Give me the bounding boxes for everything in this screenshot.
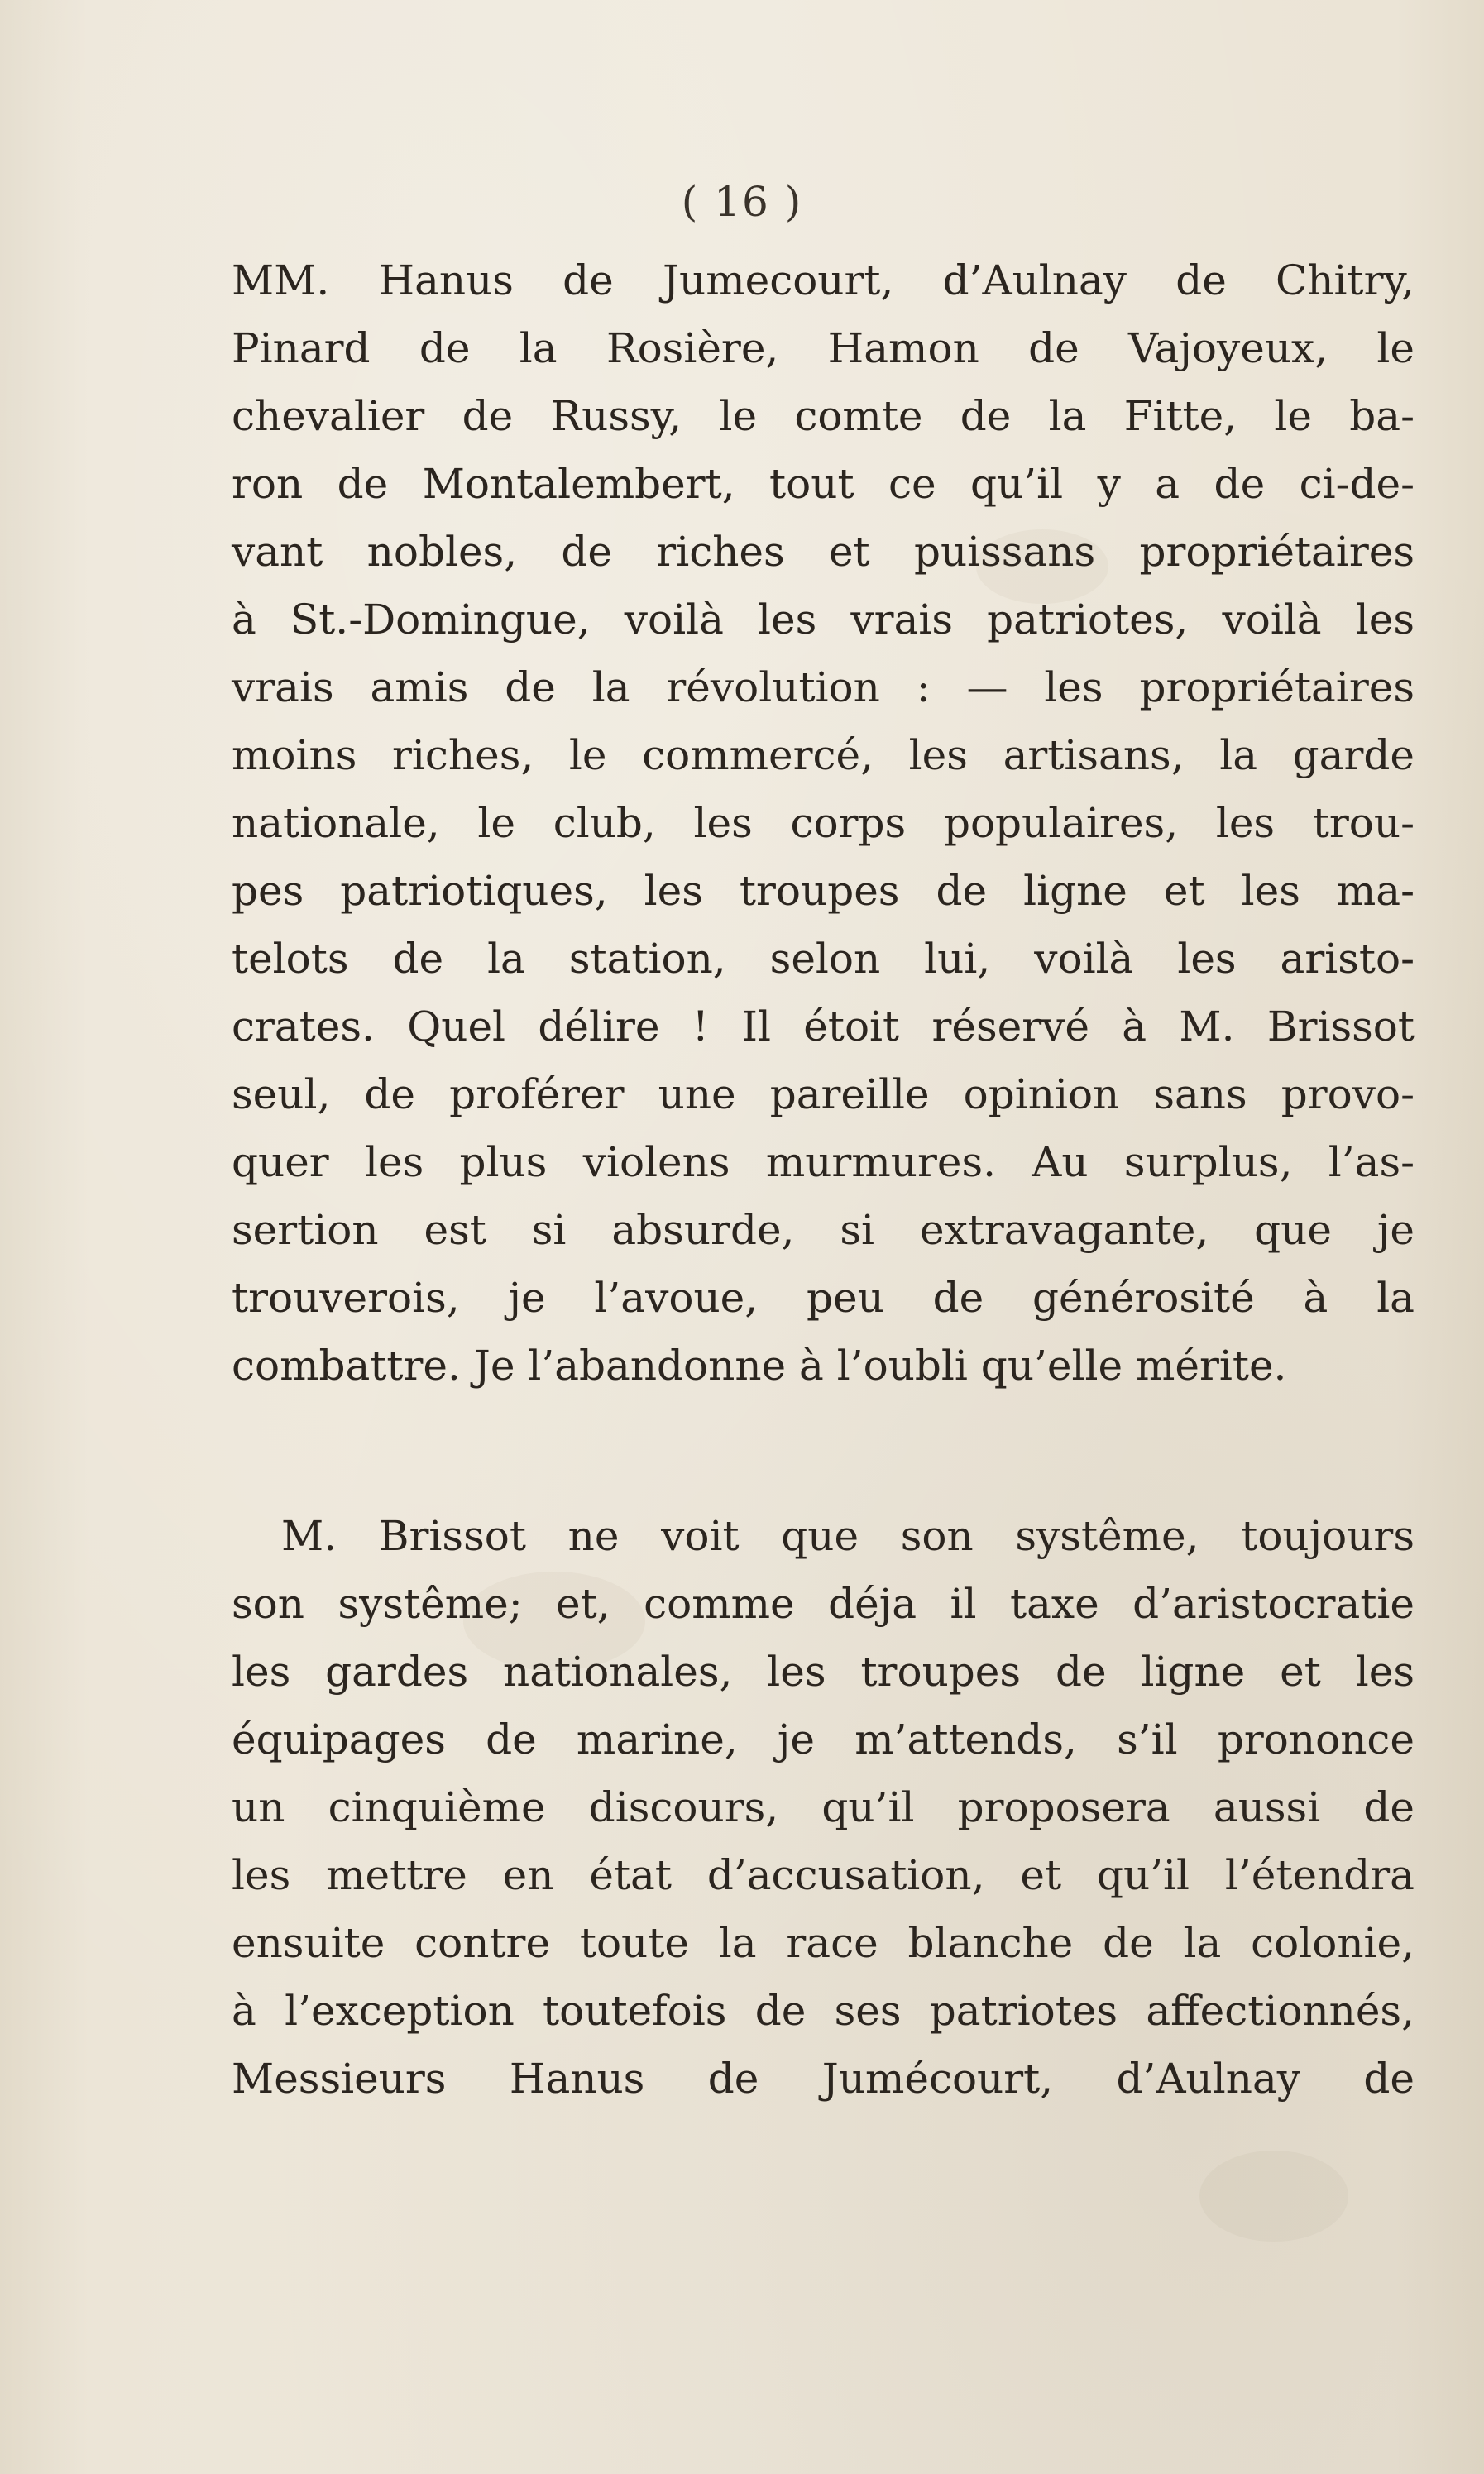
text-line: vant nobles, de riches et puissans propriétaires <box>232 528 1415 576</box>
paragraph-2 <box>232 1502 1415 2113</box>
text-line: MM. Hanus de Jumecourt, d’Aulnay de Chitry, <box>232 256 1415 304</box>
text-line: Messieurs Hanus de Jumécourt, d’Aulnay de <box>232 2055 1415 2103</box>
text-line: les mettre en état d’accusation, et qu’il l’étendra <box>232 1851 1415 1899</box>
text-line: à St.-Domingue, voilà les vrais patriotes, voilà les <box>232 596 1415 644</box>
text-line: son systême; et, comme déja il taxe d’aristocratie <box>232 1580 1415 1628</box>
paper-stain <box>1199 2151 1348 2242</box>
body-text <box>232 246 1415 2113</box>
text-line: les gardes nationales, les troupes de ligne et les <box>232 1648 1415 1696</box>
text-line: moins riches, le commercé, les artisans, la garde <box>232 731 1415 779</box>
text-line: seul, de proférer une pareille opinion sans provo- <box>232 1070 1415 1118</box>
text-line: ensuite contre toute la race blanche de la colonie, <box>232 1919 1415 1967</box>
text-line: sertion est si absurde, si extravagante, que je <box>232 1206 1415 1254</box>
text-line: M. Brissot ne voit que son systême, toujours <box>281 1512 1415 1560</box>
text-line: pes patriotiques, les troupes de ligne et les ma- <box>232 867 1415 915</box>
text-line: ron de Montalembert, tout ce qu’il y a de ci-de- <box>232 460 1415 508</box>
text-line: telots de la station, selon lui, voilà les aristo- <box>232 935 1415 983</box>
paragraph-gap <box>232 1400 1415 1502</box>
text-line: crates. Quel délire ! Il étoit réservé à M. Brissot <box>232 1003 1415 1050</box>
text-line: trouverois, je l’avoue, peu de générosité à la <box>232 1274 1415 1322</box>
page-number: ( 16 ) <box>681 178 803 226</box>
text-line: combattre. Je l’abandonne à l’oubli qu’elle mérite. <box>232 1342 1287 1390</box>
text-line: à l’exception toutefois de ses patriotes affectionnés, <box>232 1987 1415 2035</box>
text-line: Pinard de la Rosière, Hamon de Vajoyeux, le <box>232 324 1415 372</box>
text-line: équipages de marine, je m’attends, s’il prononce <box>232 1716 1415 1763</box>
text-line: un cinquième discours, qu’il proposera aussi de <box>232 1783 1415 1831</box>
paragraph-1 <box>232 246 1415 1400</box>
text-line: nationale, le club, les corps populaires, les trou- <box>232 799 1415 847</box>
text-line: chevalier de Russy, le comte de la Fitte, le ba- <box>232 392 1415 440</box>
text-line: quer les plus violens murmures. Au surplus, l’as- <box>232 1138 1415 1186</box>
text-line: vrais amis de la révolution : — les propriétaires <box>232 663 1415 711</box>
